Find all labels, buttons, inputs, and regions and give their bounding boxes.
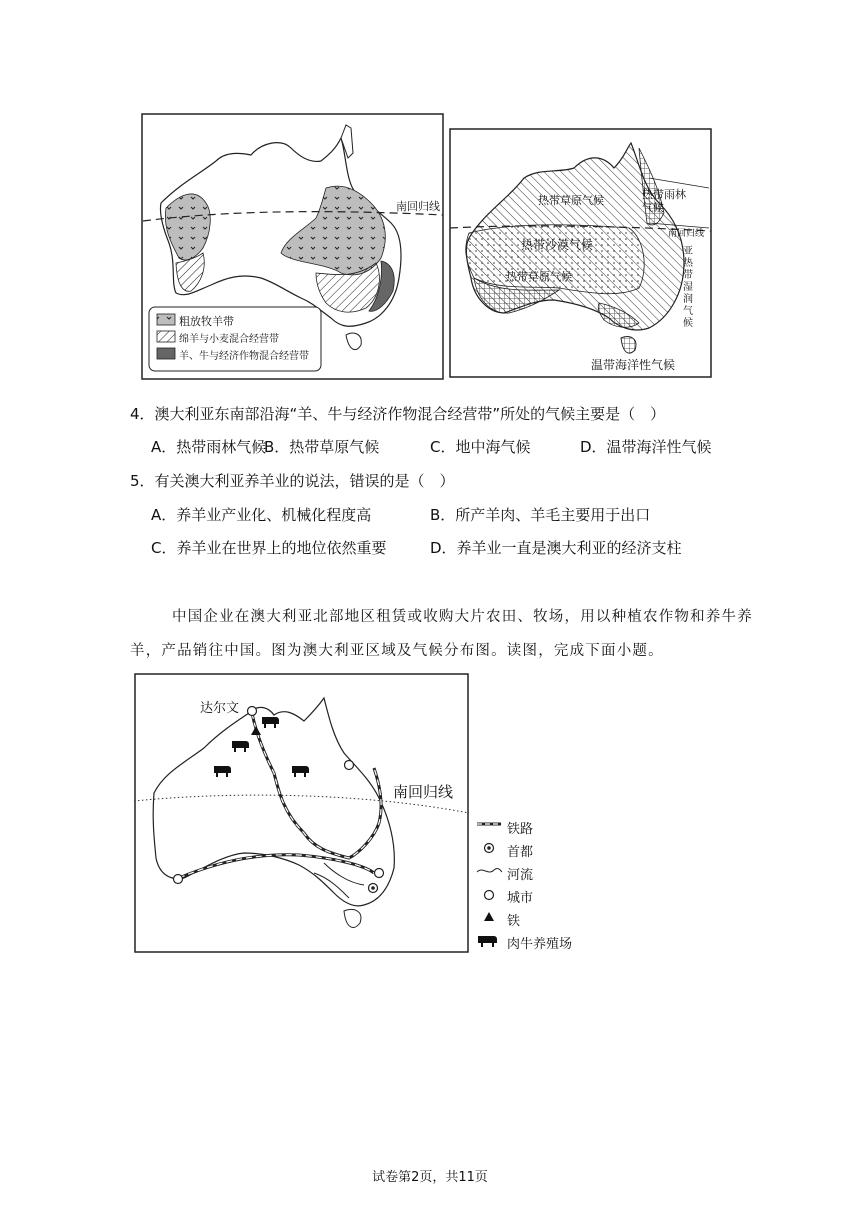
passage-line-2: 羊，产品销往中国。图为澳大利亚区域及气候分布图。读图，完成下面小题。 <box>130 643 664 659</box>
passage-line-1: 中国企业在澳大利亚北部地区租赁或收购大片农田、牧场，用以种植农作物和养牛养 <box>172 609 753 625</box>
legend-city: 城市 <box>507 891 534 906</box>
q5-option-a[interactable]: A．养羊业产业化、机械化程度高 <box>151 506 372 524</box>
label-tropical-desert: 热带沙漠气候 <box>521 238 594 252</box>
figure-climate-map <box>449 128 712 378</box>
legend-iron: 铁 <box>507 914 521 929</box>
q5-option-d[interactable]: D．养羊业一直是澳大利亚的经济支柱 <box>430 539 682 557</box>
label-temperate-maritime: 温带海洋性气候 <box>591 358 676 372</box>
page-footer: 试卷第2页，共11页 <box>372 1170 488 1185</box>
q4-option-c[interactable]: C．地中海气候 <box>430 438 531 456</box>
question-4-stem: 4．澳大利亚东南部沿海“羊、牛与经济作物混合经营带”所处的气候主要是（ ） <box>130 405 666 423</box>
q4-option-d[interactable]: D．温带海洋性气候 <box>580 438 712 456</box>
legend-sheep-wheat: 绵羊与小麦混合经营带 <box>179 334 279 345</box>
q4-option-a[interactable]: A．热带雨林气候 <box>151 438 267 456</box>
legend-railway: 铁路 <box>507 822 534 837</box>
legend-extensive-sheep: 粗放牧羊带 <box>179 315 234 328</box>
label-tropical-rainforest: 热带雨林气候 <box>642 188 686 214</box>
figure-australia-railway-map <box>134 673 469 953</box>
label-subtropical-humid: 亚热带湿润气候 <box>683 246 693 329</box>
fig1-tropic-label: 南回归线 <box>396 200 440 213</box>
legend-sheep-cattle-crops: 羊、牛与经济作物混合经营带 <box>179 351 309 362</box>
label-climate-tropic: 南回归线 <box>668 229 705 239</box>
fig3-tropic-label: 南回归线 <box>393 783 454 801</box>
legend-river: 河流 <box>507 868 534 883</box>
label-tropical-grassland-south: 热带草原气候 <box>506 270 572 283</box>
label-tropical-grassland-north: 热带草原气候 <box>538 194 604 207</box>
darwin-label: 达尔文 <box>200 701 240 716</box>
legend-cattle-farm: 肉牛养殖场 <box>507 937 573 952</box>
legend-capital: 首都 <box>507 845 534 860</box>
q5-option-b[interactable]: B．所产羊肉、羊毛主要用于出口 <box>430 506 651 524</box>
question-5-stem: 5．有关澳大利亚养羊业的说法，错误的是（ ） <box>130 472 455 490</box>
q5-option-c[interactable]: C．养羊业在世界上的地位依然重要 <box>151 539 387 557</box>
q4-option-b[interactable]: B．热带草原气候 <box>264 438 380 456</box>
fig3-legend-symbols <box>474 816 504 951</box>
